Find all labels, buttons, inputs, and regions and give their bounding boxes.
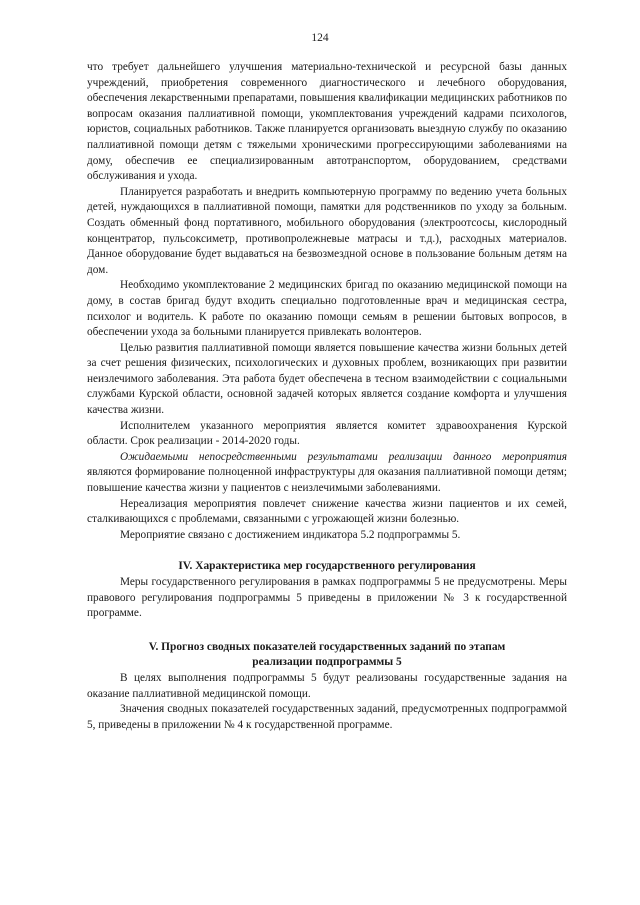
paragraph-indicator: Мероприятие связано с достижением индикатора 5.2 подпрограммы 5. [120, 528, 461, 541]
paragraph-regulation: Меры государственного регулирования в рамках подпрограммы 5 не предусмотрены. Меры правового регулирования подпрограммы 5 приведены в приложении № 3 к государственной программе. [87, 576, 567, 620]
paragraph-non-implementation: Нереализация мероприятия повлечет снижение качества жизни пациентов и их семей, сталкивающихся с проблемами, связанными с угрожающей жизни болезнью. [87, 497, 567, 526]
paragraph-software-plan: Планируется разработать и внедрить компьютерную программу по ведению учета больных детей, нуждающихся в паллиативной помощи, памятки для родственников по уходу за больным. Создать обменный фонд портативного, мобильного оборудования (электроотсосы, кислородный концентратор, пульсоксиметр, противопролежневые матрасы и т.д.), расходных материалов. Данное оборудование будет выдаваться на безвозмездной основе в пользование больным детям на дом. [87, 185, 567, 276]
document-body [87, 60, 567, 733]
expected-results-italic: Ожидаемыми непосредственными результатами реализации данного мероприятия [120, 450, 567, 463]
expected-results-text: являются формирование полноценной инфраструктуры для оказания паллиативной помощи детям; повышение качества жизни у пациентов с неизлечимыми заболеваниями. [87, 466, 567, 495]
paragraph-goal: Целью развития паллиативной помощи является повышение качества жизни больных детей за счет решения физических, психологических и духовных проблем, возникающих при развитии неизлечимого заболевания. Эта работа будет обеспечена в тесном взаимодействии с социальными службами Курской области, основной задачей которых является создание комфорта и улучшения качества жизни. [87, 341, 567, 417]
paragraph-indicators-values: Значения сводных показателей государственных заданий, предусмотренных подпрограммой 5, приведены в приложении № 4 к государственной программе. [87, 703, 567, 731]
section-heading-v-line1: V. Прогноз сводных показателей государственных заданий по этапам [148, 640, 506, 653]
section-heading-v-line2: реализации подпрограммы 5 [252, 656, 402, 669]
section-heading-iv: IV. Характеристика мер государственного регулирования [178, 560, 476, 573]
section-heading-v [87, 640, 567, 671]
paragraph-medical-teams: Необходимо укомплектование 2 медицинских бригад по оказанию медицинской помощи на дому, в состав бригад будут входить специально подготовленные врач и медицинская сестра, психолог и водитель. К работе по оказанию помощи семьям в решении бытовых вопросов, в обеспечении ухода за больными планируется привлекать волонтеров. [87, 279, 567, 339]
paragraph-state-tasks: В целях выполнения подпрограммы 5 будут реализованы государственные задания на оказание паллиативной медицинской помощи. [87, 671, 567, 700]
paragraph-expected-results [87, 450, 567, 497]
page-number: 124 [311, 32, 329, 44]
paragraph-continuation: что требует дальнейшего улучшения материально-технической и ресурсной базы данных учреждений, приобретения современного диагностического и лечебного оборудования, обеспечения лекарственными препаратами, повышения квалификации медицинских работников по вопросам оказания паллиативной помощи, укомплектования учреждений кадрами психологов, юристов, социальных работников. Также планируется организовать выездную службу по оказанию паллиативной помощи детям с тяжелыми хроническими прогрессирующими заболеваниями на дому, обеспечив ее специализированным автотранспортом, оборудованием, средствами обслуживания и ухода. [87, 61, 567, 183]
paragraph-executor: Исполнителем указанного мероприятия является комитет здравоохранения Курской области. Срок реализации - 2014-2020 годы. [87, 419, 567, 448]
